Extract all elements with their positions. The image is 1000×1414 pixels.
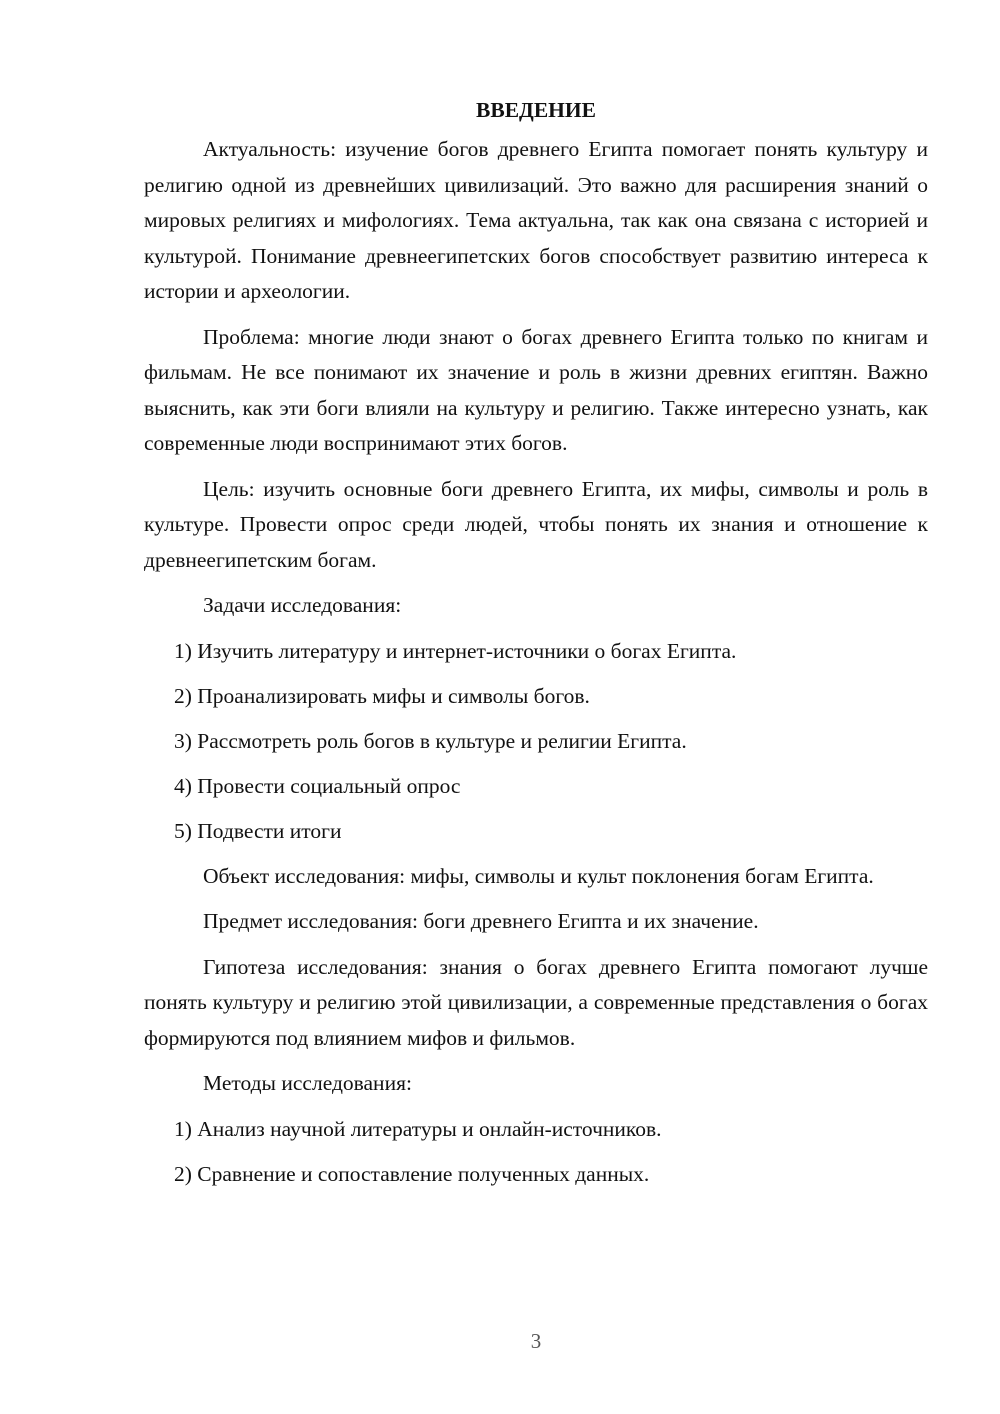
method-item-1: 1) Анализ научной литературы и онлайн-источников. <box>174 1116 662 1141</box>
subject-paragraph: Предмет исследования: боги древнего Египта и их значение. <box>203 909 759 933</box>
task-item-5: 5) Подвести итоги <box>174 818 342 843</box>
methods-list <box>144 1112 928 1193</box>
goal-paragraph: Цель: изучить основные боги древнего Египта, их мифы, символы и роль в культуре. Провести опрос среди людей, чтобы понять их знания и отношение к древнеегипетским богам. <box>144 476 928 572</box>
problem-paragraph: Проблема: многие люди знают о богах древнего Египта только по книгам и фильмам. Не все понимают их значение и роль в жизни древних египтян. Важно выяснить, как эти боги влияли на культуру и религию. Также интересно узнать, как современные люди воспринимают этих богов. <box>144 324 928 455</box>
page-title: ВВЕДЕНИЕ <box>476 98 596 122</box>
task-item-4: 4) Провести социальный опрос <box>174 773 461 798</box>
method-item-2: 2) Сравнение и сопоставление полученных данных. <box>174 1161 650 1186</box>
methods-heading: Методы исследования: <box>203 1071 412 1095</box>
task-item-3: 3) Рассмотреть роль богов в культуре и религии Египта. <box>174 728 687 753</box>
relevance-paragraph: Актуальность: изучение богов древнего Египта помогает понять культуру и религию одной из древнейших цивилизаций. Это важно для расширения знаний о мировых религиях и мифологиях. Тема актуальна, так как она связана с историей и культурой. Понимание древнеегипетских богов способствует развитию интереса к истории и археологии. <box>144 137 928 303</box>
task-item-1: 1) Изучить литературу и интернет-источники о богах Египта. <box>174 638 737 663</box>
tasks-heading: Задачи исследования: <box>203 593 402 617</box>
page-number: 3 <box>530 1329 542 1353</box>
tasks-list <box>144 634 928 850</box>
object-paragraph: Объект исследования: мифы, символы и культ поклонения богам Египта. <box>203 863 874 888</box>
hypothesis-paragraph: Гипотеза исследования: знания о богах древнего Египта помогают лучше понять культуру и религию этой цивилизации, а современные представления о богах формируются под влиянием мифов и фильмов. <box>144 954 928 1050</box>
task-item-2: 2) Проанализировать мифы и символы богов. <box>174 683 590 708</box>
page-content <box>144 92 928 1202</box>
